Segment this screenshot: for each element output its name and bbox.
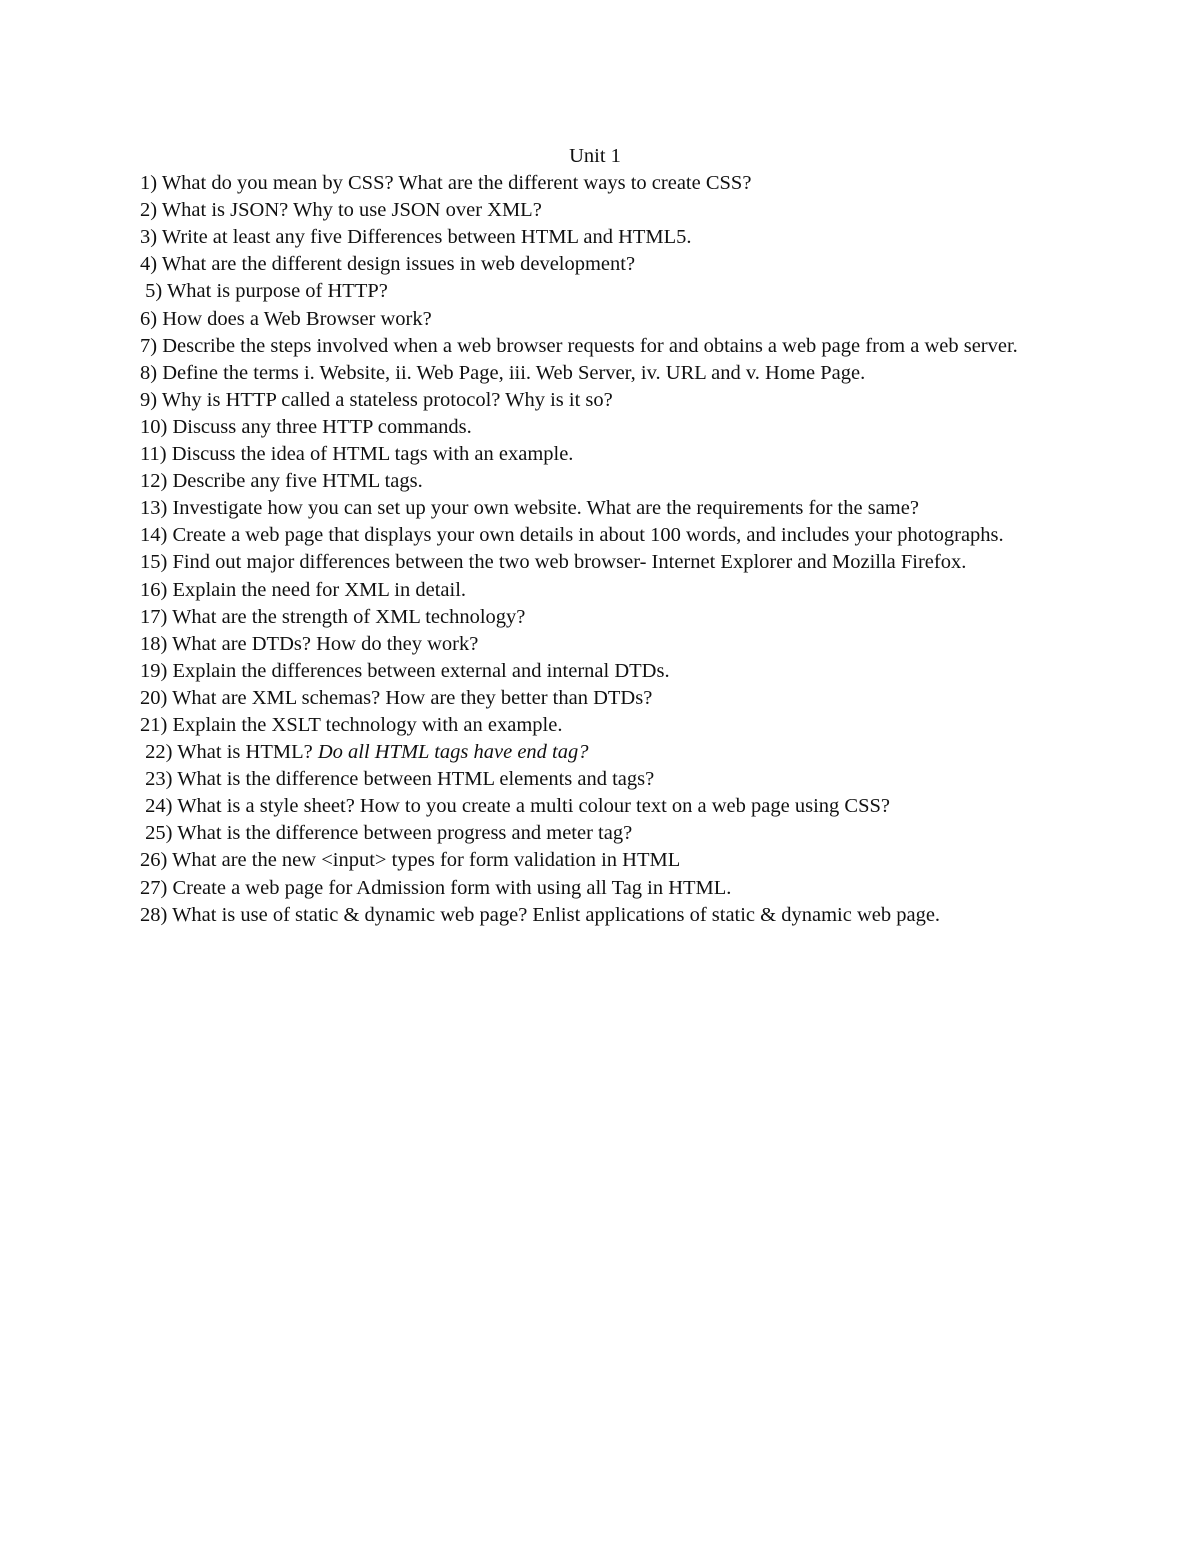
question-item <box>140 441 1050 468</box>
page-title: Unit 1 <box>569 145 621 167</box>
question-text: 5) What is purpose of HTTP? <box>145 280 388 303</box>
question-item <box>140 306 1050 333</box>
question-text: 25) What is the difference between progress and meter tag? <box>145 822 633 845</box>
question-item <box>140 875 1050 902</box>
question-item <box>140 360 1050 387</box>
question-item <box>140 495 1050 522</box>
question-text: 13) Investigate how you can set up your own website. What are the requirements for the same? <box>140 497 919 520</box>
question-item <box>140 793 1050 820</box>
question-text: 26) What are the new <input> types for form validation in HTML <box>140 849 681 872</box>
question-item <box>140 902 1050 929</box>
question-item <box>140 278 1050 305</box>
question-item <box>140 820 1050 847</box>
question-text: 23) What is the difference between HTML elements and tags? <box>145 768 655 791</box>
question-italic-text: Do all HTML tags have end tag? <box>317 741 589 764</box>
question-text: 1) What do you mean by CSS? What are the different ways to create CSS? <box>140 172 752 195</box>
question-item <box>140 333 1050 360</box>
question-text: 14) Create a web page that displays your own details in about 100 words, and includes your photographs. <box>140 524 1004 547</box>
question-item <box>140 847 1050 874</box>
question-text: 20) What are XML schemas? How are they better than DTDs? <box>140 686 653 709</box>
question-text: 9) Why is HTTP called a stateless protocol? Why is it so? <box>140 388 613 411</box>
question-item <box>140 712 1050 739</box>
question-text: 11) Discuss the idea of HTML tags with an example. <box>140 443 574 466</box>
question-text: 27) Create a web page for Admission form with using all Tag in HTML. <box>140 876 732 899</box>
question-item <box>140 170 1050 197</box>
question-text: 28) What is use of static & dynamic web page? Enlist applications of static & dynamic web page. <box>140 903 941 926</box>
question-item <box>140 522 1050 549</box>
document-body <box>140 143 1050 929</box>
question-text: 10) Discuss any three HTTP commands. <box>140 415 472 438</box>
question-item <box>140 739 1050 766</box>
question-item <box>140 251 1050 278</box>
question-item <box>140 577 1050 604</box>
question-item <box>140 387 1050 414</box>
question-text: 6) How does a Web Browser work? <box>140 307 432 330</box>
question-text: 3) Write at least any five Differences between HTML and HTML5. <box>140 226 692 249</box>
question-item <box>140 468 1050 495</box>
question-item <box>140 414 1050 441</box>
question-text: 8) Define the terms i. Website, ii. Web Page, iii. Web Server, iv. URL and v. Home Page. <box>140 361 866 384</box>
question-text: 12) Describe any five HTML tags. <box>140 470 423 493</box>
question-item <box>140 197 1050 224</box>
question-text: 17) What are the strength of XML technology? <box>140 605 526 628</box>
question-text: 2) What is JSON? Why to use JSON over XML? <box>140 199 542 222</box>
question-item <box>140 549 1050 576</box>
question-text: 4) What are the different design issues in web development? <box>140 253 636 276</box>
question-text: 19) Explain the differences between external and internal DTDs. <box>140 659 670 682</box>
question-text: 18) What are DTDs? How do they work? <box>140 632 479 655</box>
question-text: 24) What is a style sheet? How to you create a multi colour text on a web page using CSS? <box>145 795 890 818</box>
question-item <box>140 658 1050 685</box>
question-text: 22) What is HTML? <box>145 741 318 764</box>
question-item <box>140 685 1050 712</box>
question-item <box>140 631 1050 658</box>
question-item <box>140 604 1050 631</box>
question-item <box>140 766 1050 793</box>
question-item <box>140 224 1050 251</box>
question-text: 7) Describe the steps involved when a web browser requests for and obtains a web page from a web server. <box>140 334 1018 357</box>
question-text: 15) Find out major differences between the two web browser- Internet Explorer and Mozilla Firefox. <box>140 551 967 574</box>
question-list <box>140 170 1050 929</box>
question-text: 16) Explain the need for XML in detail. <box>140 578 467 601</box>
question-text: 21) Explain the XSLT technology with an example. <box>140 713 563 736</box>
